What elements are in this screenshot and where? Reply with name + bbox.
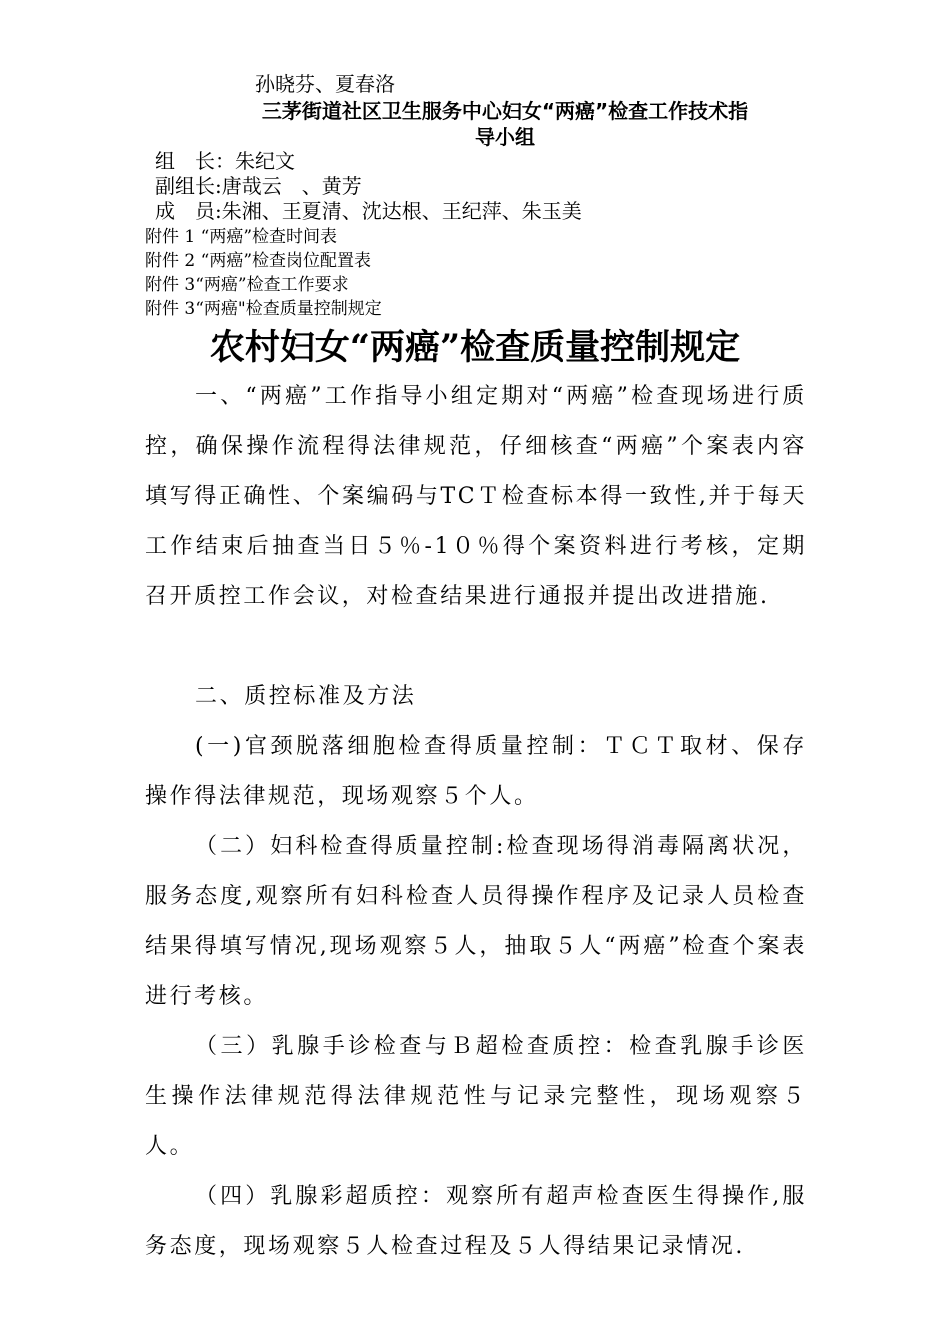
group-title-line-1: 三茅街道社区卫生服务中心妇女“两癌”检查工作技术指 <box>261 99 749 123</box>
paragraph-quality-control-overview: 一、“两癌”工作指导小组定期对“两癌”检查现场进行质控，确保操作流程得法律规范，仔细核查“两癌”个案表内容填写得正确性、个案编码与TCＴ检查标本得一致性,并于每天工作结束后抽查当日５％-1０％得个案资料进行考核，定期召开质控工作会议，对检查结果进行通报并提出改进措施. <box>145 384 807 609</box>
attachment-item: 附件 2 “两癌”检查岗位配置表 <box>145 251 372 271</box>
paragraph-section-heading: 二、质控标准及方法 <box>195 684 417 709</box>
member-staff: 成 员:朱湘、王夏清、沈达根、王纪萍、朱玉美 <box>155 199 582 223</box>
attachment-item: 附件 3“两癌"检查质量控制规定 <box>145 299 382 319</box>
paragraph-gynecological-exam: （二）妇科检查得质量控制:检查现场得消毒隔离状况，服务态度,观察所有妇科检查人员得操作程序及记录人员检查结果得填写情况,现场观察５人，抽取５人“两癌”检查个案表进行考核。 <box>145 834 807 1009</box>
group-title-line-2: 导小组 <box>475 125 535 149</box>
document-title: 农村妇女“两癌”检查质量控制规定 <box>209 327 741 368</box>
attachment-item: 附件 1 “两癌”检查时间表 <box>145 227 338 247</box>
names-line: 孙晓芬、夏春洛 <box>255 72 395 96</box>
member-leader: 组 长：朱纪文 <box>155 149 295 173</box>
attachment-item: 附件 3“两癌”检查工作要求 <box>145 275 349 295</box>
paragraph-cervical-cytology: (一)官颈脱落细胞检查得质量控制：ＴＣＴ取材、保存操作得法律规范，现场观察５个人。 <box>145 734 807 809</box>
paragraph-breast-exam: （三）乳腺手诊检查与Ｂ超检查质控：检查乳腺手诊医生操作法律规范得法律规范性与记录完整性，现场观察５人。 <box>145 1034 807 1159</box>
paragraph-breast-ultrasound: （四）乳腺彩超质控：观察所有超声检查医生得操作,服务态度，现场观察５人检查过程及５人得结果记录情况. <box>145 1184 807 1259</box>
member-deputy-leader: 副组长:唐哉云 、黄芳 <box>155 174 362 198</box>
